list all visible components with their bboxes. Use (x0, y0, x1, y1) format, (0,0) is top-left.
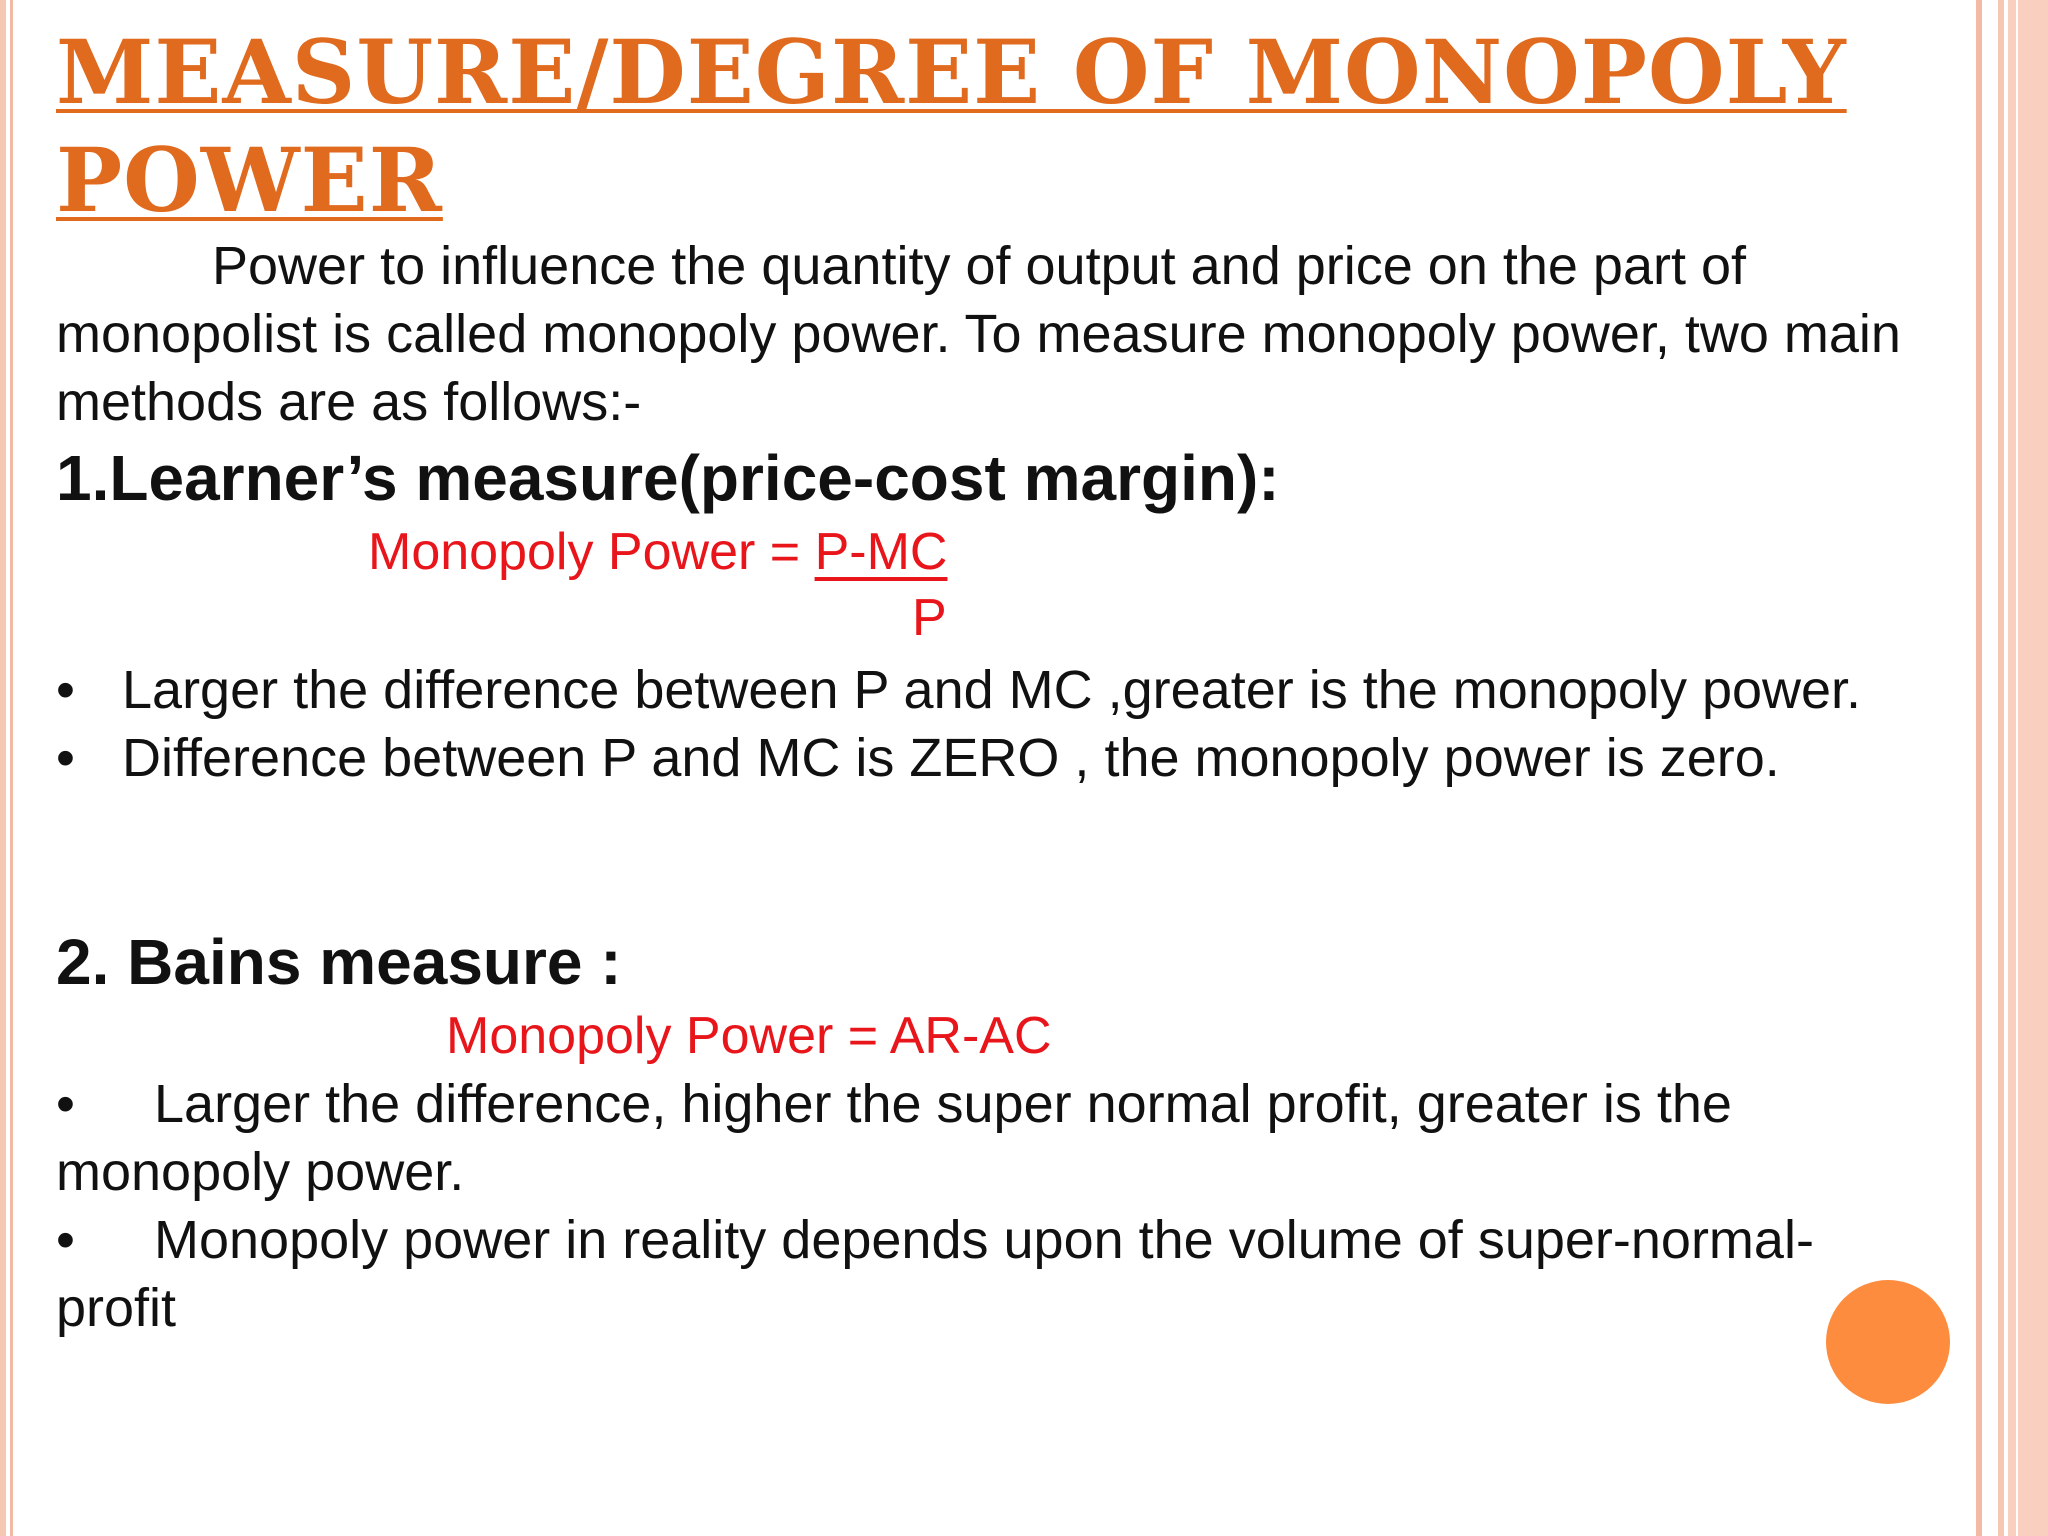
list-item (56, 724, 1916, 792)
bullet-text: Difference between P and MC is ZERO , the monopoly power is zero. (122, 728, 1780, 788)
orange-circle-icon (1826, 1280, 1950, 1404)
method2-bullet-list (56, 1070, 1916, 1342)
method1-heading: 1.Learner’s measure(price-cost margin): (56, 442, 1280, 514)
bullet-icon: • (56, 1074, 75, 1134)
method2-heading: 2. Bains measure : (56, 926, 622, 998)
bullet-text: Larger the difference between P and MC ,greater is the monopoly power. (122, 660, 1862, 720)
list-item (56, 656, 1916, 724)
bullet-text: Monopoly power in reality depends upon the volume of super-normal-profit (56, 1210, 1814, 1338)
list-item (56, 1206, 1916, 1342)
method1-bullet-list (56, 656, 1916, 792)
lerner-formula-numerator: P-MC (814, 523, 948, 581)
right-border-stripe (1998, 0, 2004, 1536)
right-border-band-edge (2016, 0, 2018, 1536)
left-border-line (10, 0, 13, 1536)
intro-paragraph: Power to influence the quantity of output and price on the part of monopolist is called monopoly power. To measure monopoly power, two main methods are as follows:- (56, 236, 1901, 432)
right-border-line (1976, 0, 1982, 1536)
bullet-text: Larger the difference, higher the super normal profit, greater is the monopoly power. (56, 1074, 1732, 1202)
lerner-formula-prefix: Monopoly Power = (368, 523, 815, 581)
bullet-icon: • (56, 1210, 75, 1270)
bain-formula: Monopoly Power = AR-AC (446, 1007, 1052, 1065)
left-border-stripe (0, 0, 6, 1536)
slide-title: MEASURE/DEGREE OF MONOPOLY POWER (56, 20, 1847, 232)
list-item (56, 1070, 1916, 1206)
bullet-icon: • (56, 728, 75, 788)
lerner-formula (368, 520, 947, 584)
lerner-formula-denominator: P (912, 589, 947, 647)
bullet-icon: • (56, 660, 75, 720)
right-border-band (2008, 0, 2048, 1536)
